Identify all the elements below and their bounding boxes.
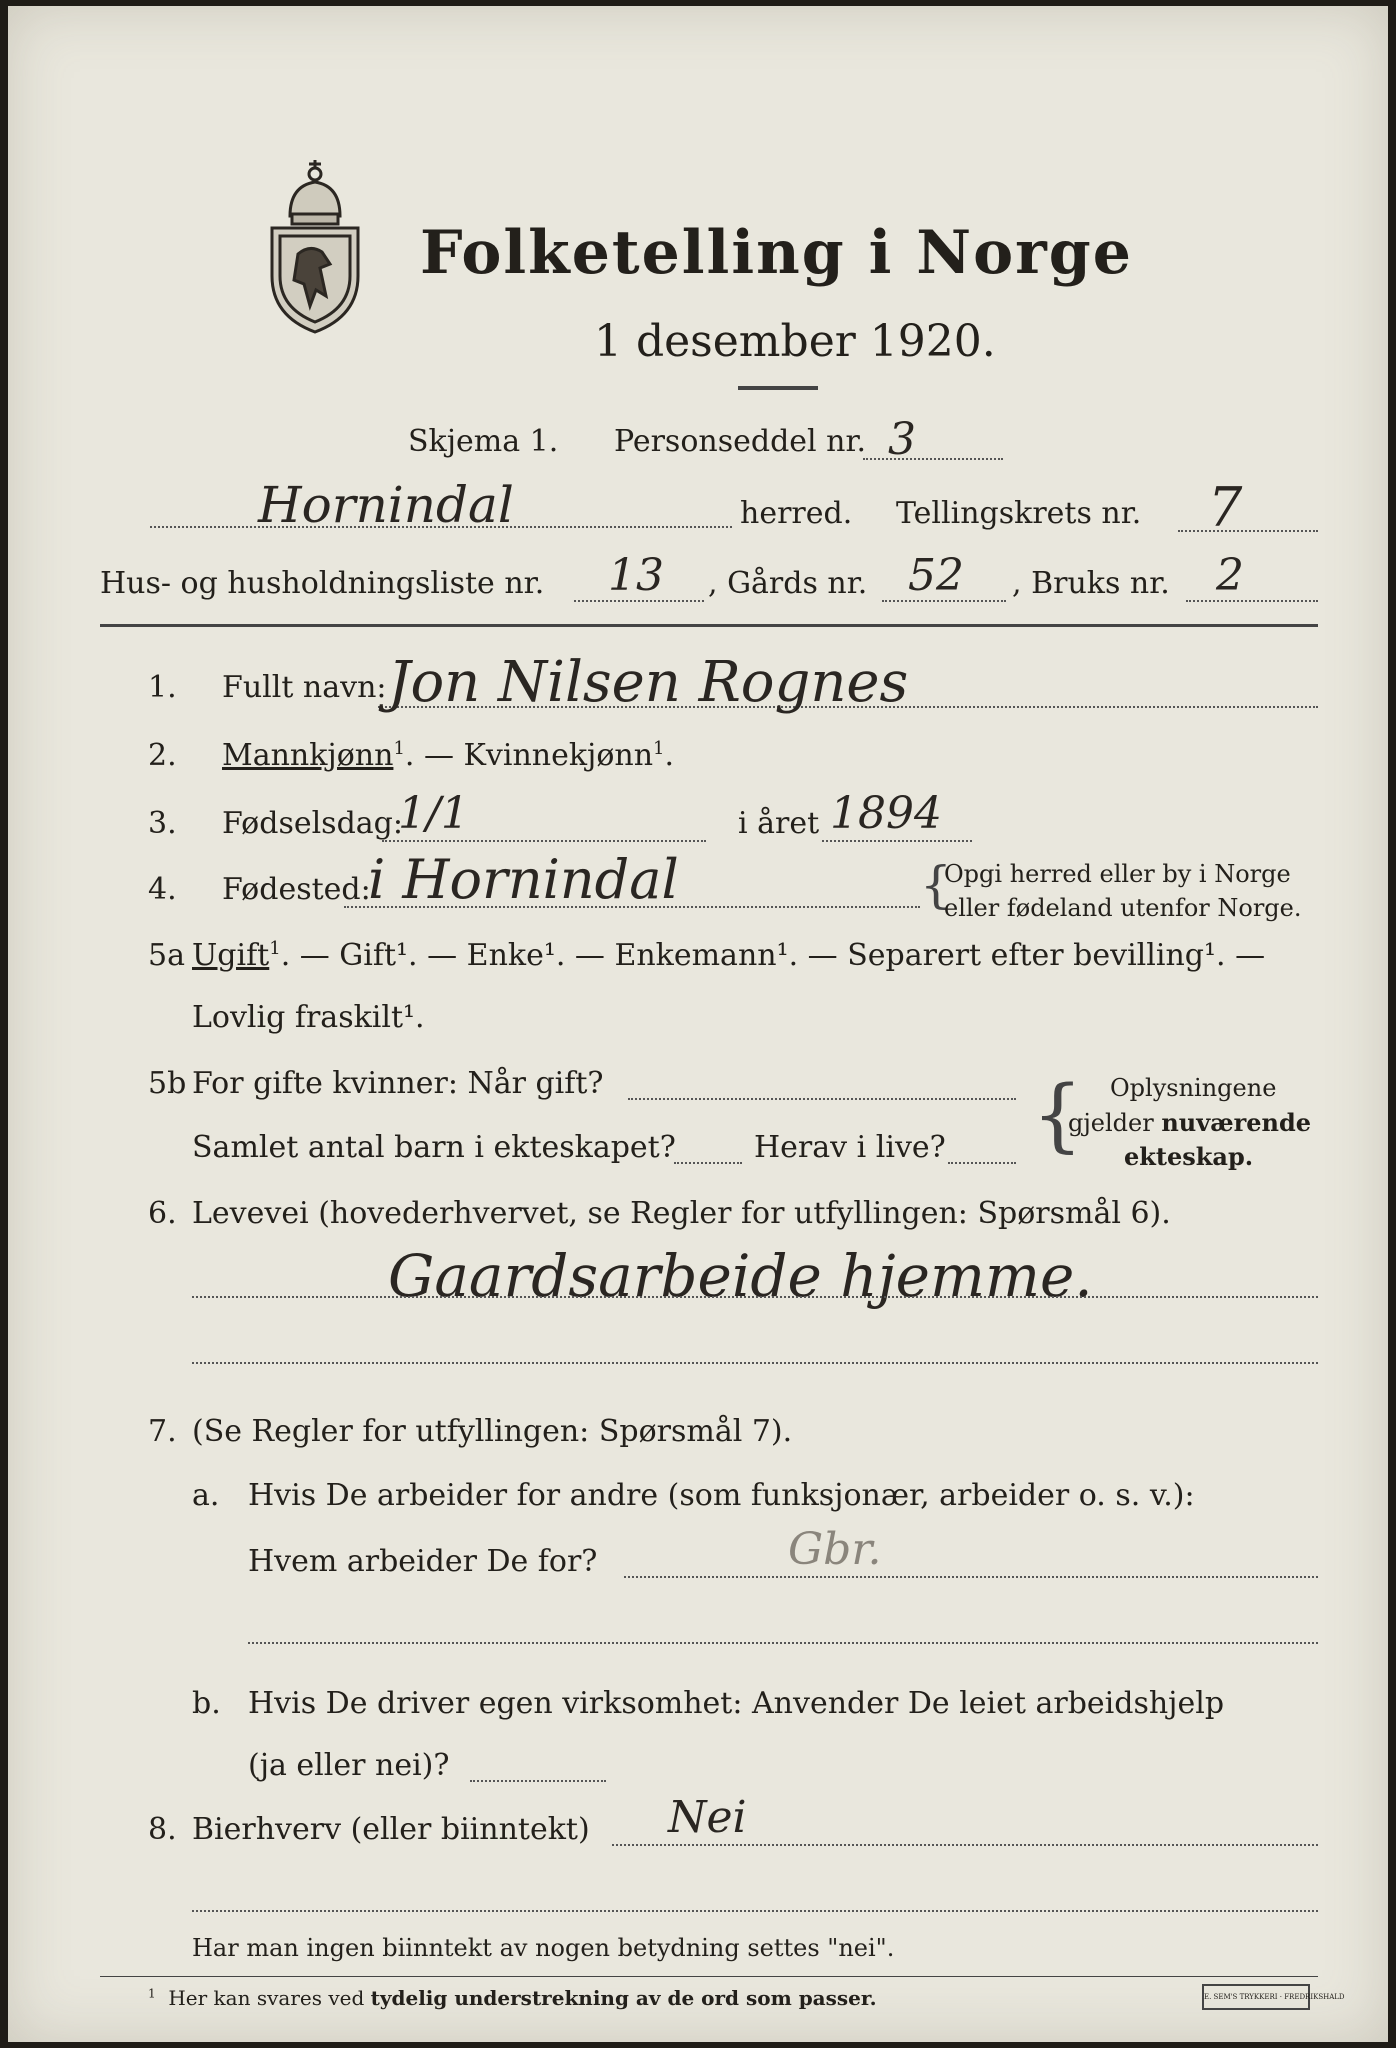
q5a-number: 5a <box>148 938 185 973</box>
marriage-note-2: gjelder nuværende <box>1068 1108 1312 1137</box>
q7b-letter: b. <box>192 1686 221 1721</box>
occupation-line-1 <box>192 1296 1318 1298</box>
bruks-number[interactable]: 2 <box>1216 550 1244 601</box>
q7-number: 7. <box>148 1414 177 1449</box>
form-title: Folketelling i Norge <box>420 218 1133 288</box>
employer-line <box>624 1576 1318 1578</box>
side-income-line-2 <box>192 1910 1318 1912</box>
herred-label: herred. <box>740 496 853 531</box>
q1-label: Fullt navn: <box>222 670 387 705</box>
birth-year-value[interactable]: 1894 <box>830 788 942 839</box>
hus-number[interactable]: 13 <box>608 550 664 601</box>
brace: { <box>920 856 952 914</box>
employer-label: Hvem arbeider De for? <box>248 1544 598 1579</box>
q4-label: Fødested: <box>222 872 371 907</box>
side-income-value[interactable]: Nei <box>668 1792 747 1843</box>
hired-help-line <box>470 1780 606 1782</box>
brace-5b: { <box>1032 1068 1083 1161</box>
occupation-value[interactable]: Gaardsarbeide hjemme. <box>388 1242 1093 1310</box>
year-label: i året <box>738 806 820 841</box>
footnote-separator <box>100 1976 1318 1977</box>
q7a-letter: a. <box>192 1478 220 1513</box>
q2-number: 2. <box>148 738 177 773</box>
q7a-text: Hvis De arbeider for andre (som funksjonær, arbeider o. s. v.): <box>248 1478 1195 1513</box>
q6-number: 6. <box>148 1196 177 1231</box>
hus-label: Hus- og husholdningsliste nr. <box>100 566 545 601</box>
header-separator <box>100 624 1318 627</box>
q6-label: Levevei (hovederhvervet, se Regler for utfyllingen: Spørsmål 6). <box>192 1196 1171 1231</box>
printer-stamp: E. SEM'S TRYKKERI · FREDRIKSHALD <box>1202 1984 1310 2010</box>
skjema-label: Skjema 1. <box>408 424 559 459</box>
tellingskrets-number[interactable]: 7 <box>1208 476 1243 539</box>
employer-value[interactable]: Gbr. <box>788 1524 882 1575</box>
bruks-label: , Bruks nr. <box>1012 566 1170 601</box>
side-income-line <box>612 1844 1318 1846</box>
q2-options: Mannkjønn$^1$. — Kvinnekjønn$^1$. <box>222 738 675 773</box>
unmarried-option[interactable]: Ugift <box>192 938 270 973</box>
occupation-line-2 <box>192 1362 1318 1364</box>
q1-number: 1. <box>148 670 177 705</box>
q3-label: Fødselsdag: <box>222 806 403 841</box>
personseddel-label: Personseddel nr. <box>614 424 867 459</box>
female-option[interactable]: Kvinnekjønn <box>463 738 654 773</box>
divorced-option[interactable]: Lovlig fraskilt¹. <box>192 1000 425 1035</box>
norwegian-coat-of-arms-icon <box>260 156 370 336</box>
tellingskrets-line <box>1178 530 1318 532</box>
gards-label: , Gårds nr. <box>708 566 868 601</box>
civil-status-options: Ugift$^1$. — Gift¹. — Enke¹. — Enkemann¹. — Separert efter bevilling¹. — <box>192 938 1266 973</box>
q5b-number: 5b <box>148 1066 187 1101</box>
birthplace-note-1: Opgi herred eller by i Norge <box>944 860 1291 888</box>
personseddel-line <box>863 458 1003 460</box>
footnote: $^1$ Her kan svares ved tydelig understrekning av de ord som passer. <box>148 1986 877 2010</box>
bruks-line <box>1186 600 1318 602</box>
nei-note: Har man ingen biinntekt av nogen betydning settes "nei". <box>192 1934 895 1962</box>
year-line <box>822 840 972 842</box>
male-option[interactable]: Mannkjønn <box>222 738 394 773</box>
employer-line-2 <box>248 1642 1318 1644</box>
tellingskrets-label: Tellingskrets nr. <box>896 496 1142 531</box>
census-form-sheet <box>8 6 1388 2042</box>
q7b-text: Hvis De driver egen virksomhet: Anvender De leiet arbeidshjelp <box>248 1686 1225 1721</box>
q7-label: (Se Regler for utfyllingen: Spørsmål 7). <box>192 1414 793 1449</box>
marriage-note-1: Oplysningene <box>1110 1074 1277 1102</box>
birthday-value[interactable]: 1/1 <box>398 788 469 839</box>
title-divider <box>738 386 818 390</box>
gards-number[interactable]: 52 <box>908 550 964 601</box>
q8-label: Bierhverv (eller biinntekt) <box>192 1812 590 1847</box>
herred-name[interactable]: Hornindal <box>258 476 514 534</box>
q4-number: 4. <box>148 872 177 907</box>
children-alive-line <box>948 1162 1016 1164</box>
when-married-label: For gifte kvinner: Når gift? <box>192 1066 604 1101</box>
q8-number: 8. <box>148 1812 177 1847</box>
full-name-value[interactable]: Jon Nilsen Rognes <box>388 650 909 715</box>
children-count-label: Samlet antal barn i ekteskapet? <box>192 1130 676 1165</box>
personseddel-number[interactable]: 3 <box>888 414 916 465</box>
children-count-line <box>674 1162 742 1164</box>
birthplace-note-2: eller fødeland utenfor Norge. <box>944 894 1302 922</box>
birthday-line <box>382 840 706 842</box>
when-married-line <box>628 1098 1016 1100</box>
children-alive-label: Herav i live? <box>754 1130 946 1165</box>
q3-number: 3. <box>148 806 177 841</box>
hired-help-label: (ja eller nei)? <box>248 1748 450 1783</box>
marriage-note-3: ekteskap. <box>1124 1142 1254 1171</box>
birthplace-value[interactable]: i Hornindal <box>368 848 679 911</box>
census-date: 1 desember 1920. <box>594 316 996 367</box>
